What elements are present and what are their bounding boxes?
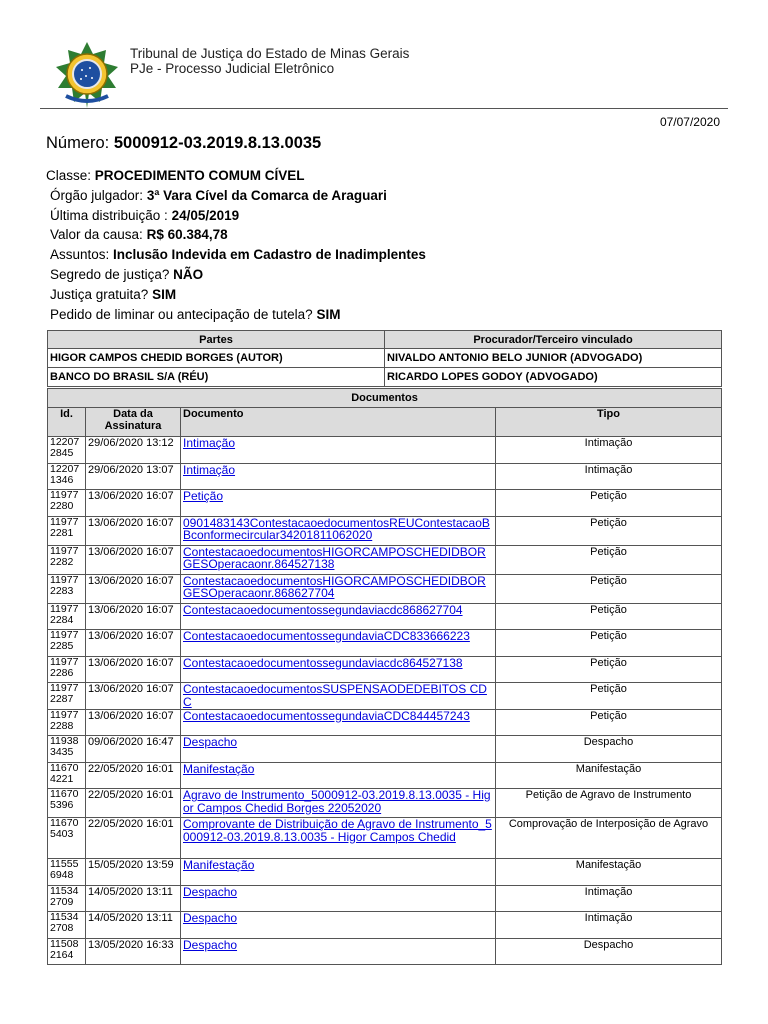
doc-link[interactable]: Despacho xyxy=(181,736,496,763)
doc-id xyxy=(48,859,86,886)
doc-type: Intimação xyxy=(496,437,722,464)
parte-cell: HIGOR CAMPOS CHEDID BORGES (AUTOR) xyxy=(48,349,385,368)
doc-id-part1: 11508 xyxy=(50,937,79,950)
doc-date: 13/06/2020 16:07 xyxy=(86,683,181,710)
doc-link[interactable]: Agravo de Instrumento_5000912-03.2019.8.13.0035 - Higor Campos Chedid Borges 22052020 xyxy=(181,789,496,818)
doc-id-part1: 11534 xyxy=(50,911,79,923)
documento-header: Documento xyxy=(181,408,496,437)
info-segredo xyxy=(46,265,426,285)
doc-id-part1: 11977 xyxy=(50,629,79,641)
info-label: Última distribuição : xyxy=(50,207,168,223)
table-row xyxy=(48,463,722,490)
doc-id xyxy=(48,789,86,818)
doc-link[interactable]: Contestacaoedocumentossegundaviacdc864527138 xyxy=(181,656,496,683)
table-row xyxy=(48,368,722,387)
doc-id-part2: 2288 xyxy=(50,719,74,732)
doc-type: Comprovação de Interposição de Agravo xyxy=(496,818,722,859)
doc-id xyxy=(48,437,86,464)
info-value: PROCEDIMENTO COMUM CÍVEL xyxy=(94,168,305,183)
doc-id xyxy=(48,709,86,736)
table-row xyxy=(48,349,722,368)
doc-type: Petição xyxy=(496,709,722,736)
doc-link[interactable]: ContestacaoedocumentosSUSPENSAODEDEBITOS CDC xyxy=(181,683,496,710)
doc-link[interactable]: ContestacaoedocumentossegundaviaCDC833666223 xyxy=(181,630,496,657)
doc-type: Petição xyxy=(496,656,722,683)
doc-id xyxy=(48,574,86,603)
doc-id-part1: 11977 xyxy=(50,515,79,528)
doc-link[interactable]: Despacho xyxy=(181,938,496,965)
doc-type: Intimação xyxy=(496,885,722,912)
doc-link[interactable]: Intimação xyxy=(181,437,496,464)
doc-link[interactable]: ContestacaoedocumentosHIGORCAMPOSCHEDIDBORGESOperacaonr.868627704 xyxy=(181,574,496,603)
doc-link[interactable]: Comprovante de Distribuição de Agravo de Instrumento_5000912-03.2019.8.13.0035 - Higor Campos Chedid xyxy=(181,818,496,859)
doc-id-part2: 2283 xyxy=(50,584,74,597)
doc-link[interactable]: Manifestação xyxy=(181,859,496,886)
info-label: Pedido de liminar ou antecipação de tutela? xyxy=(50,306,313,322)
table-row xyxy=(48,885,722,912)
doc-id-part1: 11977 xyxy=(50,544,79,557)
doc-id-part1: 11977 xyxy=(50,602,79,615)
procurador-cell: RICARDO LOPES GODOY (ADVOGADO) xyxy=(385,368,722,387)
process-number-label: Número: xyxy=(46,134,110,152)
partes-table xyxy=(47,330,722,387)
table-row xyxy=(48,656,722,683)
doc-id xyxy=(48,545,86,574)
doc-date: 15/05/2020 13:59 xyxy=(86,859,181,886)
doc-id-part2: 4221 xyxy=(50,772,74,785)
table-row xyxy=(48,574,722,603)
doc-id xyxy=(48,630,86,657)
info-value: Inclusão Indevida em Cadastro de Inadimplentes xyxy=(113,247,426,263)
doc-type: Petição xyxy=(496,545,722,574)
doc-type: Despacho xyxy=(496,736,722,763)
doc-link[interactable]: 0901483143ContestacaoedocumentosREUContestacaoBBconformecircular34201811062020 xyxy=(181,516,496,545)
procurador-cell: NIVALDO ANTONIO BELO JUNIOR (ADVOGADO) xyxy=(385,349,722,368)
doc-date: 22/05/2020 16:01 xyxy=(86,818,181,859)
doc-date: 13/05/2020 16:33 xyxy=(86,938,181,965)
doc-date: 13/06/2020 16:07 xyxy=(86,490,181,517)
doc-type: Petição xyxy=(496,603,722,630)
doc-type: Petição de Agravo de Instrumento xyxy=(496,789,722,818)
info-label: Assuntos: xyxy=(50,247,110,263)
doc-id-part2: 2280 xyxy=(50,500,74,512)
doc-link[interactable]: Contestacaoedocumentossegundaviacdc868627704 xyxy=(181,603,496,630)
table-row xyxy=(48,683,722,710)
doc-id-part1: 11670 xyxy=(50,761,79,774)
info-valor xyxy=(46,225,426,245)
doc-id xyxy=(48,683,86,710)
table-row xyxy=(48,818,722,859)
parte-cell: BANCO DO BRASIL S/A (RÉU) xyxy=(48,368,385,387)
doc-type: Intimação xyxy=(496,912,722,939)
partes-header-row xyxy=(48,331,722,349)
doc-id-part2: 2287 xyxy=(50,693,74,705)
table-row xyxy=(48,630,722,657)
id-header: Id. xyxy=(48,408,86,437)
system-name: PJe - Processo Judicial Eletrônico xyxy=(130,61,335,76)
coat-of-arms-logo xyxy=(52,40,122,110)
documentos-table xyxy=(47,388,722,965)
doc-id-part2: 2281 xyxy=(50,526,74,539)
doc-id-part2: 2285 xyxy=(50,640,74,652)
doc-date: 13/06/2020 16:07 xyxy=(86,603,181,630)
doc-id xyxy=(48,490,86,517)
doc-id-part2: 2282 xyxy=(50,555,74,568)
info-value: SIM xyxy=(152,286,177,302)
info-value: R$ 60.384,78 xyxy=(146,227,228,243)
doc-id xyxy=(48,603,86,630)
doc-id xyxy=(48,463,86,490)
doc-id-part2: 2709 xyxy=(50,895,74,908)
doc-date: 13/06/2020 16:07 xyxy=(86,709,181,736)
doc-date: 13/06/2020 16:07 xyxy=(86,545,181,574)
doc-id-part1: 11977 xyxy=(50,655,79,668)
doc-type: Petição xyxy=(496,630,722,657)
doc-date: 14/05/2020 13:11 xyxy=(86,912,181,939)
info-gratuita xyxy=(46,285,426,305)
doc-id-part1: 11670 xyxy=(50,788,79,800)
doc-date: 13/06/2020 16:07 xyxy=(86,516,181,545)
doc-id-part2: 5396 xyxy=(50,799,74,811)
doc-date: 29/06/2020 13:12 xyxy=(86,437,181,464)
doc-link[interactable]: Despacho xyxy=(181,912,496,939)
info-label: Segredo de justiça? xyxy=(50,266,170,282)
doc-link[interactable]: Manifestação xyxy=(181,762,496,789)
tipo-header: Tipo xyxy=(496,408,722,437)
doc-id-part2: 5403 xyxy=(50,828,74,840)
doc-id-part1: 11977 xyxy=(50,708,79,721)
process-info xyxy=(46,166,426,324)
doc-link[interactable]: Intimação xyxy=(181,463,496,490)
doc-type: Intimação xyxy=(496,463,722,490)
info-label: Valor da causa: xyxy=(50,227,143,243)
documentos-title: Documentos xyxy=(48,389,722,408)
doc-date: 09/06/2020 16:47 xyxy=(86,736,181,763)
doc-id xyxy=(48,736,86,763)
process-number-value: 5000912-03.2019.8.13.0035 xyxy=(113,134,322,152)
doc-link[interactable]: Petição xyxy=(181,490,496,517)
documentos-header-row xyxy=(48,408,722,437)
table-row xyxy=(48,859,722,886)
documentos-body xyxy=(48,437,722,965)
info-label: Justiça gratuita? xyxy=(50,286,149,302)
doc-id-part2: 3435 xyxy=(50,746,74,758)
partes-header: Partes xyxy=(48,331,385,349)
doc-id xyxy=(48,762,86,789)
doc-id xyxy=(48,885,86,912)
info-assuntos xyxy=(46,245,426,265)
info-value: SIM xyxy=(316,306,341,322)
court-header xyxy=(130,46,409,76)
info-value: 24/05/2019 xyxy=(171,207,240,223)
documentos-title-row xyxy=(48,389,722,408)
doc-id-part2: 2164 xyxy=(50,948,74,961)
table-row xyxy=(48,603,722,630)
data-header: Data da Assinatura xyxy=(86,408,181,437)
info-liminar xyxy=(46,305,426,325)
doc-id-part1: 12207 xyxy=(50,436,80,448)
doc-id-part2: 2286 xyxy=(50,666,74,679)
doc-date: 13/06/2020 16:07 xyxy=(86,630,181,657)
doc-type: Petição xyxy=(496,516,722,545)
doc-id xyxy=(48,818,86,859)
doc-id-part1: 11670 xyxy=(50,817,79,829)
procurador-header: Procurador/Terceiro vinculado xyxy=(385,331,722,349)
doc-type: Manifestação xyxy=(496,762,722,789)
doc-date: 29/06/2020 13:07 xyxy=(86,463,181,490)
doc-id-part2: 2284 xyxy=(50,613,74,626)
doc-id xyxy=(48,656,86,683)
court-name: Tribunal de Justiça do Estado de Minas Gerais xyxy=(130,46,410,61)
table-row xyxy=(48,490,722,517)
doc-type: Petição xyxy=(496,574,722,603)
doc-id-part1: 11977 xyxy=(50,573,79,586)
doc-id-part1: 11977 xyxy=(50,682,79,694)
doc-id-part1: 11534 xyxy=(50,884,79,897)
doc-date: 22/05/2020 16:01 xyxy=(86,789,181,818)
doc-id-part2: 1346 xyxy=(50,473,74,486)
document-date: 07/07/2020 xyxy=(659,115,720,129)
doc-id-part1: 11555 xyxy=(50,858,79,870)
table-row xyxy=(48,709,722,736)
doc-id-part1: 11977 xyxy=(50,489,79,501)
info-label: Órgão julgador: xyxy=(50,187,144,203)
table-row xyxy=(48,545,722,574)
header-divider xyxy=(40,108,728,109)
doc-id xyxy=(48,912,86,939)
doc-link[interactable]: ContestacaoedocumentossegundaviaCDC844457243 xyxy=(181,709,496,736)
doc-id-part1: 11938 xyxy=(50,735,79,747)
table-row xyxy=(48,789,722,818)
doc-id xyxy=(48,938,86,965)
doc-id-part1: 12207 xyxy=(50,462,80,475)
info-value: 3ª Vara Cível da Comarca de Araguari xyxy=(146,187,387,203)
table-row xyxy=(48,912,722,939)
info-distribuicao xyxy=(46,206,426,226)
doc-type: Petição xyxy=(496,490,722,517)
info-label: Classe: xyxy=(46,168,92,183)
doc-type: Manifestação xyxy=(496,859,722,886)
doc-link[interactable]: ContestacaoedocumentosHIGORCAMPOSCHEDIDBORGESOperacaonr.864527138 xyxy=(181,545,496,574)
doc-id-part2: 6948 xyxy=(50,869,74,881)
process-number xyxy=(46,134,321,153)
doc-link[interactable]: Despacho xyxy=(181,885,496,912)
doc-id-part2: 2845 xyxy=(50,447,74,459)
info-orgao xyxy=(46,186,426,206)
doc-type: Despacho xyxy=(496,938,722,965)
table-row xyxy=(48,736,722,763)
table-row xyxy=(48,516,722,545)
doc-date: 13/06/2020 16:07 xyxy=(86,574,181,603)
doc-id xyxy=(48,516,86,545)
table-row xyxy=(48,938,722,965)
info-value: NÃO xyxy=(173,266,204,282)
doc-date: 13/06/2020 16:07 xyxy=(86,656,181,683)
doc-date: 22/05/2020 16:01 xyxy=(86,762,181,789)
info-classe xyxy=(46,166,426,186)
table-row xyxy=(48,437,722,464)
doc-id-part2: 2708 xyxy=(50,922,74,934)
doc-date: 14/05/2020 13:11 xyxy=(86,885,181,912)
doc-type: Petição xyxy=(496,683,722,710)
table-row xyxy=(48,762,722,789)
